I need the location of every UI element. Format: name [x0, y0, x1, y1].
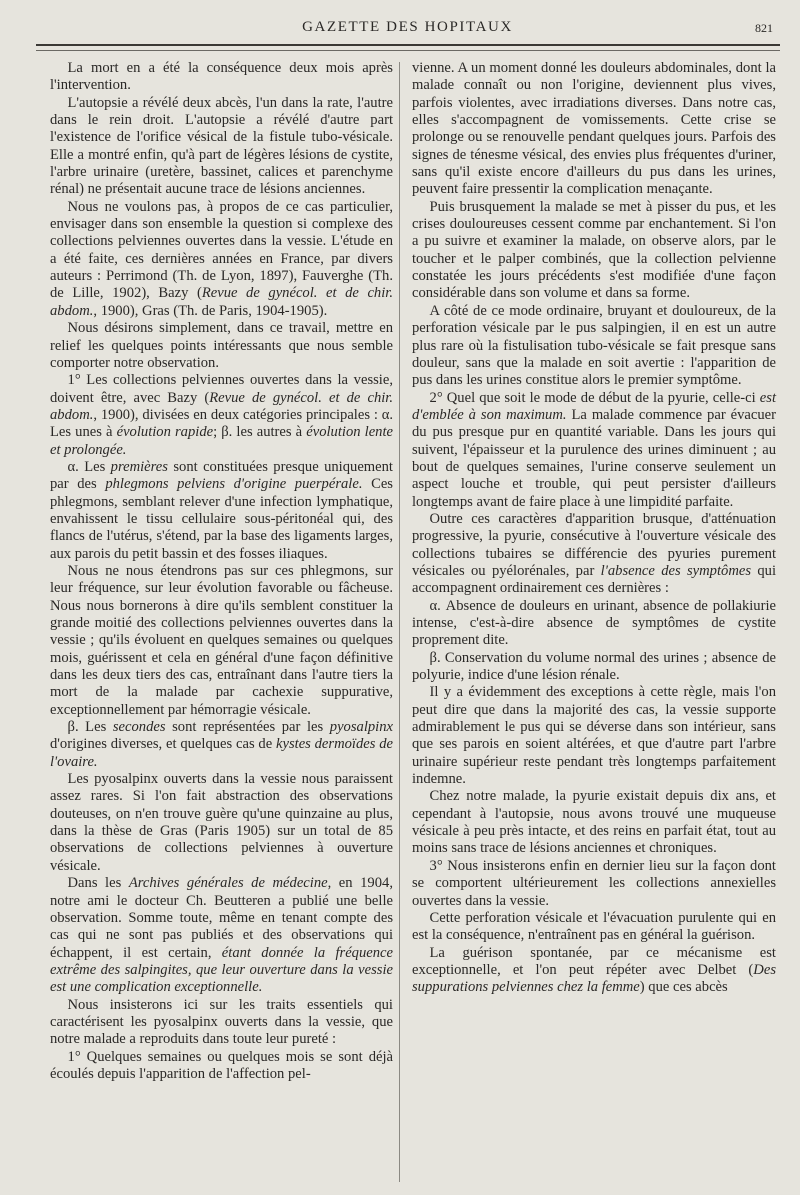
page-number: 821	[755, 21, 773, 35]
text-run: α. Les	[67, 458, 111, 475]
paragraph	[412, 390, 776, 511]
italic-text-run: est d'emblée à son maximum.	[412, 389, 776, 423]
paragraph	[50, 459, 393, 563]
text-run: ; β. les autres à	[213, 424, 307, 441]
text-run: A côté de ce mode ordinaire, bruyant et douloureux, de la perforation vésicale par le pus salpingien, il en est un autre plus rare où la fistulisation tubo-vésicale se fait presque sans douleur, sans que la malade en soit avertie : l'apparition de pus dans les urines constitue alors le premier symptôme.	[412, 302, 776, 389]
italic-text-run: l'absence des symptômes	[600, 562, 752, 579]
text-run: , en 1904, notre ami le docteur Ch. Beutteren a publié une belle observation. Somme toute, même en tenant compte des cas qui ne sont pas publiés et des observations qui échappent, il est certain,	[50, 875, 393, 961]
text-run: Puis brusquement la malade se met à pisser du pus, et les crises douloureuses cessent comme par enchantement. Si l'on a pu suivre et examiner la malade, on observe alors, par le toucher et le palper combinés, que la collection pelvienne constatée les jours précédents s'est modifiée d'une façon considérable dans son volume et dans sa forme.	[412, 198, 776, 302]
paragraph	[50, 997, 393, 1049]
text-run: L'autopsie a révélé deux abcès, l'un dans la rate, l'autre dans le rein droit. L'autopsie a révélé d'autre part l'existence de l'orifice vésical de la fistule tubo-vésicale. Elle a montré enfin, qu'à part de légères lésions de cystite, l'arbre urinaire (uretère, bassinet, calices et parenchyme rénal) ne présentait aucune trace de lésions anciennes.	[50, 94, 393, 198]
paragraph	[412, 650, 776, 685]
text-run: vienne. A un moment donné les douleurs abdominales, dont la malade connaît ou non l'origine, deviennent plus vives, parfois violentes, avec irradiations diverses. Dans notre cas, elles s'accompagnent de vomissements. Cette crise se prolonge ou se renouvelle pendant quelques jours. Parfois des signes de ténesme vésical, des envies plus fréquentes d'uriner, sans qu'il existe encore d'ailleurs du pus dans les urines, peuvent faire pressentir la complication menaçante.	[412, 60, 776, 198]
paragraph	[50, 719, 393, 771]
text-run: Outre ces caractères d'apparition brusque, d'atténuation progressive, la pyurie, consécutive à l'ouverture vésicale des collections tubaires se différencie des pyuries purement vésicales ou pyélorénales, par	[412, 510, 776, 579]
italic-text-run: Des suppurations pelviennes chez la femme	[412, 961, 776, 996]
text-run: La mort en a été la conséquence deux mois après l'intervention.	[50, 60, 393, 94]
text-run: α. Absence de douleurs en urinant, absence de pollakiurie intense, c'est-à-dire absence de symptômes de cystite proprement dite.	[412, 597, 776, 649]
paragraph	[412, 199, 776, 303]
text-run: Cette perforation vésicale et l'évacuation purulente qui en est la conséquence, n'entraînent pas en général la guérison.	[412, 909, 776, 944]
paragraph	[412, 858, 776, 910]
right-column	[412, 60, 776, 997]
italic-text-run: phlegmons pelviens d'origine puerpérale.	[105, 476, 363, 493]
paragraph	[50, 320, 393, 372]
text-run: , 1900), Gras (Th. de Paris, 1904-1905).	[93, 302, 328, 319]
italic-text-run: évolution rapide	[116, 424, 214, 441]
paragraph	[50, 771, 393, 875]
text-run: β. Les	[67, 719, 113, 736]
header-rule-thin	[36, 50, 780, 51]
text-run: β. Conservation du volume normal des urines ; absence de polyurie, indice d'une lésion rénale.	[412, 649, 776, 684]
text-run: 2° Quel que soit le mode de début de la pyurie, celle-ci	[429, 389, 760, 406]
header-rule-thick	[36, 44, 780, 46]
paragraph	[412, 788, 776, 857]
paragraph	[50, 1049, 393, 1084]
text-run: Les pyosalpinx ouverts dans la vessie nous paraissent assez rares. Si l'on fait abstraction des observations douteuses, on n'en trouve guère qu'une quinzaine au plus, dans la thèse de Gras (Paris 1905) sur un total de 85 observations de collections pelviennes à ouverture vésicale.	[50, 771, 393, 874]
text-run: Nous désirons simplement, dans ce travail, mettre en relief les quelques points intéressants que nous semble comporter notre observation.	[50, 320, 393, 371]
text-run: Il y a évidemment des exceptions à cette règle, mais l'on peut dire que dans la majorité des cas, la vessie supporte admirablement le pus qui se déverse dans son intérieur, sans que ses parois en soient altérées, et que d'autre part l'arbre urinaire supérieur reste pendant très longtemps parfaitement indemne.	[412, 684, 776, 788]
text-run: La guérison spontanée, par ce mécanisme est exceptionnelle, et l'on peut répéter avec Delbet (	[412, 944, 776, 978]
paragraph	[50, 95, 393, 199]
text-run: qui accompagnent ordinairement ces dernières :	[412, 562, 777, 597]
text-run: sont constituées presque uniquement par des	[50, 458, 393, 493]
italic-text-run: Archives générales de médecine	[128, 875, 328, 892]
text-run: 3° Nous insisterons enfin en dernier lieu sur la façon dont se comportent ultérieurement les collections annexielles ouvertes dans la vessie.	[412, 857, 776, 909]
paragraph	[412, 511, 776, 598]
text-run: ) que ces abcès	[639, 979, 728, 996]
paragraph	[50, 875, 393, 996]
text-run: 1° Les collections pelviennes ouvertes dans la vessie, doivent être, avec Bazy (	[50, 372, 393, 406]
italic-text-run: Revue de gynécol. et de chir. abdom.	[50, 389, 394, 423]
italic-text-run: évolution lente et prolongée.	[50, 424, 394, 458]
paragraph	[50, 60, 393, 95]
paragraph	[50, 563, 393, 719]
italic-text-run: Revue de gynécol. et de chir. abdom.	[50, 285, 393, 319]
text-run: Ces phlegmons, semblant relever d'une infection lymphatique, envahissent le tissu cellulaire sous-péritonéal qui, des flancs de l'utérus, s'étend, par la base des ligaments larges, aux parois du petit bassin et des fosses iliaques.	[50, 476, 393, 562]
running-header	[40, 17, 775, 43]
paragraph	[412, 598, 776, 650]
text-run: sont représentées par les	[165, 719, 330, 736]
paragraph	[50, 372, 393, 459]
text-run: d'origines diverses, et quelques cas de	[50, 736, 276, 753]
italic-text-run: premières	[110, 458, 168, 475]
text-run: Chez notre malade, la pyurie existait depuis dix ans, et cependant à l'autopsie, nous avons trouvé une muqueuse vésicale à peu près intacte, et des reins en parfait état, tout au moins sans trace de lésions anciennes et chroniques.	[412, 788, 776, 857]
italic-text-run: pyosalpinx	[329, 719, 393, 736]
italic-text-run: étant donnée la fréquence extrême des salpingites, que leur ouverture dans la vessie est une complication exceptionnelle.	[50, 944, 393, 996]
text-run: 1° Quelques semaines ou quelques mois se sont déjà écoulés depuis l'apparition de l'affection pel-	[50, 1048, 393, 1082]
text-run: Nous ne nous étendrons pas sur ces phlegmons, sur leur fréquence, sur leur évolution favorable ou fâcheuse. Nous nous bornerons à dire qu'ils semblent constituer la grande moitié des collections pelviennes ouvertes dans la vessie ; qu'ils évoluent en quelques semaines ou quelques mois, guérissent et cela en général d'une façon définitive dans les deux tiers des cas, entraînant dans l'autre tiers la mort de la malade par cachexie suppurative, exceptionnellement par hémorragie vésicale.	[50, 562, 393, 718]
paragraph	[50, 199, 393, 320]
column-divider	[399, 62, 400, 1182]
paragraph	[412, 60, 776, 199]
running-title: GAZETTE DES HOPITAUX	[302, 19, 513, 35]
text-run: Nous ne voulons pas, à propos de ce cas particulier, envisager dans son ensemble la question si complexe des collections pelviennes ouvertes dans la vessie. L'étude en a été faite, ces dernières années en France, par divers auteurs : Perrimond (Th. de Lyon, 1897), Fauverghe (Th. de Lille, 1902), Bazy (	[50, 198, 393, 302]
text-run: Dans les	[67, 875, 129, 892]
italic-text-run: secondes	[112, 719, 166, 736]
paragraph	[412, 303, 776, 390]
text-run: La malade commence par évacuer du pus presque pur en quantité variable. Dans les jours qui suivent, l'épaisseur et la purulence des urines diminuent ; au bout de quelques semaines, l'urine conserve seulement un aspect louche et trouble, qui peut persister d'ailleurs longtemps avant de faire place à une limpidité parfaite.	[412, 406, 776, 510]
text-run: Nous insisterons ici sur les traits essentiels qui caractérisent les pyosalpinx ouverts dans la vessie, que notre malade a reproduits dans toute leur pureté :	[50, 996, 393, 1048]
paragraph	[412, 684, 776, 788]
paragraph	[412, 910, 776, 945]
left-column	[50, 60, 393, 1083]
text-run: , 1900), divisées en deux catégories principales : α. Les unes à	[50, 406, 393, 441]
italic-text-run: kystes dermoïdes de l'ovaire.	[50, 736, 394, 770]
paragraph	[412, 945, 776, 997]
